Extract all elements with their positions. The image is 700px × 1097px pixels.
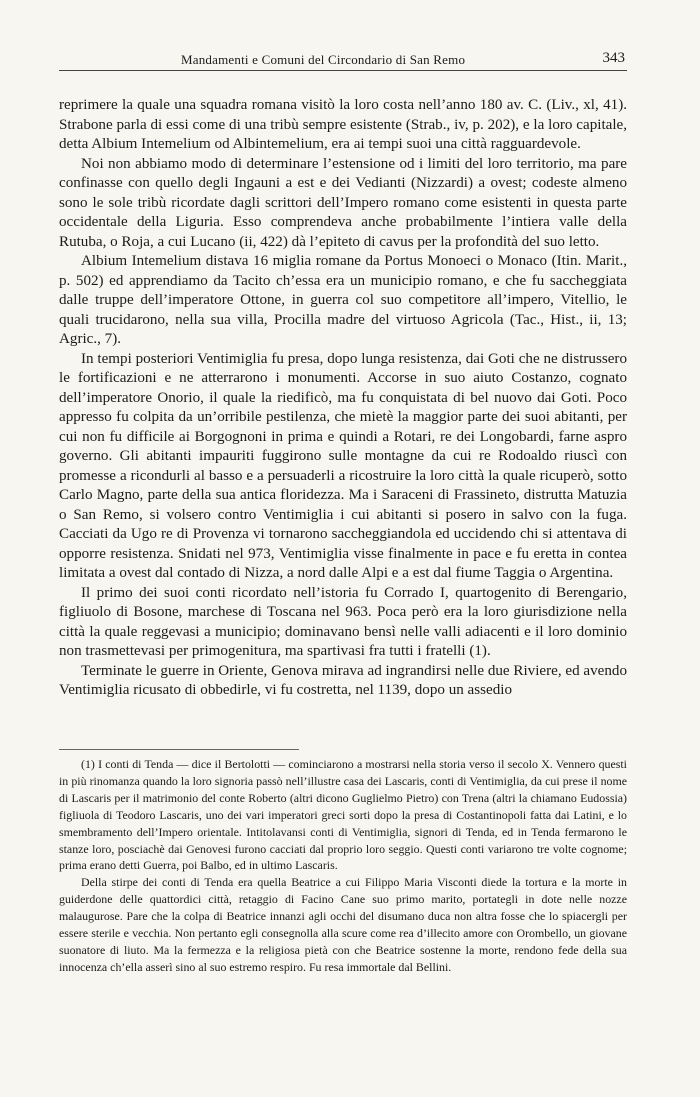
paragraph: Albium Intemelium distava 16 miglia romane da Portus Monoeci o Monaco (Itin. Marit., p. 502) ed apprendiamo da Tacito ch’essa era un municipio romano, e che fu saccheggiata dalle truppe dell’imperatore Ottone, in guerra col suo competitore all’impero, Vitellio, le quali trucidarono, nella sua villa, Procilla madre del virtuoso Agricola (Tac., Hist., ii, 13; Agric., 7). [59, 253, 627, 347]
paragraph: Terminate le guerre in Oriente, Genova mirava ad ingrandirsi nelle due Riviere, ed avendo Ventimiglia ricusato di obbedirle, vi fu costretta, nel 1139, dopo un assedio [59, 662, 627, 698]
footnotes [59, 756, 627, 976]
footnote: (1) I conti di Tenda — dice il Bertolotti — cominciarono a mostrarsi nella storia verso il secolo X. Vennero questi in più rinomanza quando la loro signoria passò nell’illustre casa dei Lascaris, conti di Ventimiglia, da cui prese il nome di Lascaris per il matrimonio del conte Roberto (altri dicono Guglielmo Pietro) con Trena (altri la chiamano Eudossia) figliuola di Teodoro Lascaris, uno dei vari imperatori greci sorti dopo la presa di Costantinopoli fatta dai Latini, e lo smembramento dell’Impero orientale. Intitolavansi conti di Ventimiglia, signori di Tenda, ed in Tenda fermarono le stanze loro, posciachè dai Genovesi furono cacciati dal proprio loro seggio. Questi conti variarono tre volte cognome; prima erano detti Guerra, poi Balbo, ed in ultimo Lascaris. [59, 757, 627, 873]
running-title: Mandamenti e Comuni del Circondario di San Remo [181, 52, 466, 67]
paragraph: Noi non abbiamo modo di determinare l’estensione od i limiti del loro territorio, ma pare confinasse con quello degli Ingauni a est e dei Vedianti (Nizzardi) a ovest; codeste almeno sono le sole tribù ricordate dagli scrittori dell’Impero romano come esistenti in questa parte occidentale della Liguria. Esso comprendeva anche probabilmente l’intiera valle della Rutuba, o Roja, a cui Lucano (ii, 422) dà l’epiteto di cavus per la profondità del suo letto. [59, 155, 627, 250]
footnote-divider [59, 749, 299, 750]
page-number: 343 [602, 50, 625, 66]
main-text [59, 96, 627, 701]
paragraph: In tempi posteriori Ventimiglia fu presa, dopo lunga resistenza, dai Goti che ne distrussero le fortificazioni e ne atterrarono i monumenti. Accorse in suo aiuto Costanzo, cognato dell’imperatore Onorio, il quale la riedificò, ma fu conquistata di bel nuovo dai Goti. Poco appresso fu colpita da un’orribile pestilenza, che mietè la maggior parte dei suoi abitanti, per cui non fu difficile ai Borgognoni in prima e quindi a Rotari, re dei Longobardi, farne aspro governo. Gli abitanti impauriti fuggirono sulle montagne da cui re Rodoaldo riuscì con promesse a ricondurli al basso e a persuaderli a ricostruire la loro città la quale ricuperò, sotto Carlo Magno, parte della sua antica floridezza. Ma i Saraceni di Frassineto, distrutta Matuzia o San Remo, si volsero contro Ventimiglia i cui abitanti si posero in salvo con la fuga. Cacciati da Ugo re di Provenza vi tornarono saccheggiandola ed uccidendo chi si attentava di opporre resistenza. Snidati nel 973, Ventimiglia visse finalmente in pace e fu eretta in contea limitata a ovest dal contado di Nizza, a nord dalle Alpi e a est dal fiume Taggia o Argentina. [59, 350, 627, 581]
footnote-continuation: Della stirpe dei conti di Tenda era quella Beatrice a cui Filippo Maria Visconti diede la tortura e la morte in guiderdone delle quattordici città, retaggio di Facino Cane suo primo marito, portategli in dote nelle nozze malaugurose. Pare che la colpa di Beatrice innanzi agli occhi del disumano duca non altra fosse che lo spiacergli per essere sterile e vecchia. Non pertanto egli consegnolla alla scure come rea d’illecito amore con Orombello, un giovane suonatore di liuto. Ma la fermezza e la religiosa pietà con che Beatrice sostenne la morte, rendono fede della sua innocenza ch’ella asserì sino al suo estremo respiro. Fu resa immortale dal Bellini. [59, 875, 627, 974]
paragraph: reprimere la quale una squadra romana visitò la loro costa nell’anno 180 av. C. (Liv., xl, 41). Strabone parla di essi come di una tribù sempre esistente (Strab., iv, p. 202), e la loro capitale, detta Albium Intemelium od Albintemelium, era ai tempi suoi una città ragguardevole. [59, 97, 627, 152]
page-header [59, 50, 627, 71]
paragraph: Il primo dei suoi conti ricordato nell’istoria fu Corrado I, quartogenito di Berengario, figliuolo di Bosone, marchese di Toscana nel 963. Poca però era la loro giurisdizione nella città la quale reggevasi a municipio; dominavano bensì nelle valli adiacenti e il loro dominio non trasmettevasi per primogenitura, ma spartivasi fra tutti i fratelli (1). [59, 584, 627, 659]
